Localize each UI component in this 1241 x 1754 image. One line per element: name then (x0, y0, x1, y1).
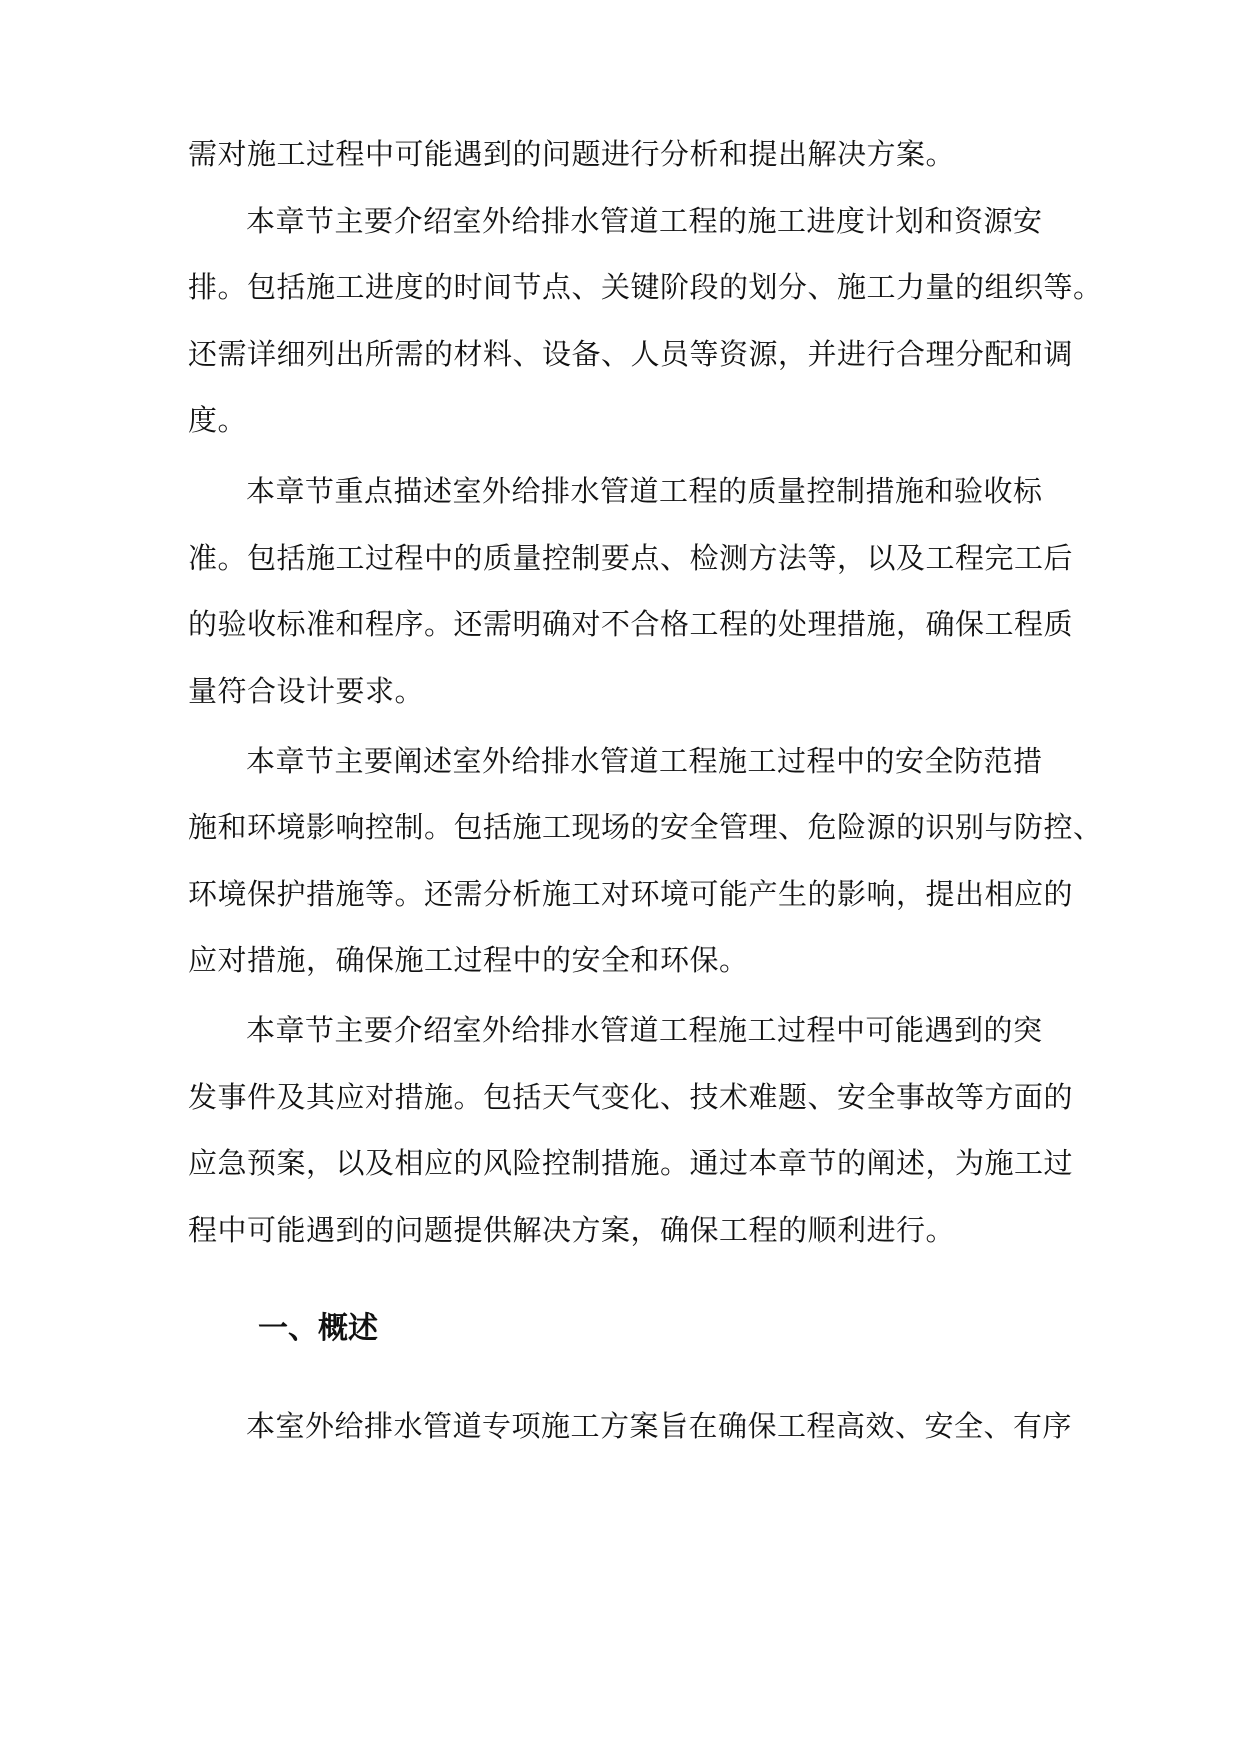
text-line: 本章节主要介绍室外给排水管道工程施工过程中可能遇到的突 (246, 1013, 1043, 1047)
text-line: 本室外给排水管道专项施工方案旨在确保工程高效、安全、有序 (246, 1409, 1073, 1443)
text-line: 本章节主要介绍室外给排水管道工程的施工进度计划和资源安 (246, 204, 1043, 238)
text-line: 量符合设计要求。 (188, 674, 425, 708)
section-heading: 一、概述 (258, 1311, 378, 1346)
text-line: 还需详细列出所需的材料、设备、人员等资源，并进行合理分配和调 (188, 337, 1074, 371)
text-line: 施和环境影响控制。包括施工现场的安全管理、危险源的识别与防控、 (188, 810, 1103, 844)
text-line: 排。包括施工进度的时间节点、关键阶段的划分、施工力量的组织等。 (188, 270, 1103, 304)
text-line: 需对施工过程中可能遇到的问题进行分析和提出解决方案。 (188, 137, 956, 171)
text-line: 程中可能遇到的问题提供解决方案，确保工程的顺利进行。 (188, 1213, 956, 1247)
text-line: 发事件及其应对措施。包括天气变化、技术难题、安全事故等方面的 (188, 1080, 1074, 1114)
text-line: 度。 (188, 403, 248, 437)
text-line: 本章节主要阐述室外给排水管道工程施工过程中的安全防范措 (246, 744, 1043, 778)
text-line: 应急预案，以及相应的风险控制措施。通过本章节的阐述，为施工过 (188, 1146, 1074, 1180)
text-line: 环境保护措施等。还需分析施工对环境可能产生的影响，提出相应的 (188, 877, 1074, 911)
text-line: 应对措施，确保施工过程中的安全和环保。 (188, 943, 749, 977)
text-line: 本章节重点描述室外给排水管道工程的质量控制措施和验收标 (246, 474, 1043, 508)
text-line: 的验收标准和程序。还需明确对不合格工程的处理措施，确保工程质 (188, 607, 1074, 641)
text-line: 准。包括施工过程中的质量控制要点、检测方法等，以及工程完工后 (188, 541, 1074, 575)
